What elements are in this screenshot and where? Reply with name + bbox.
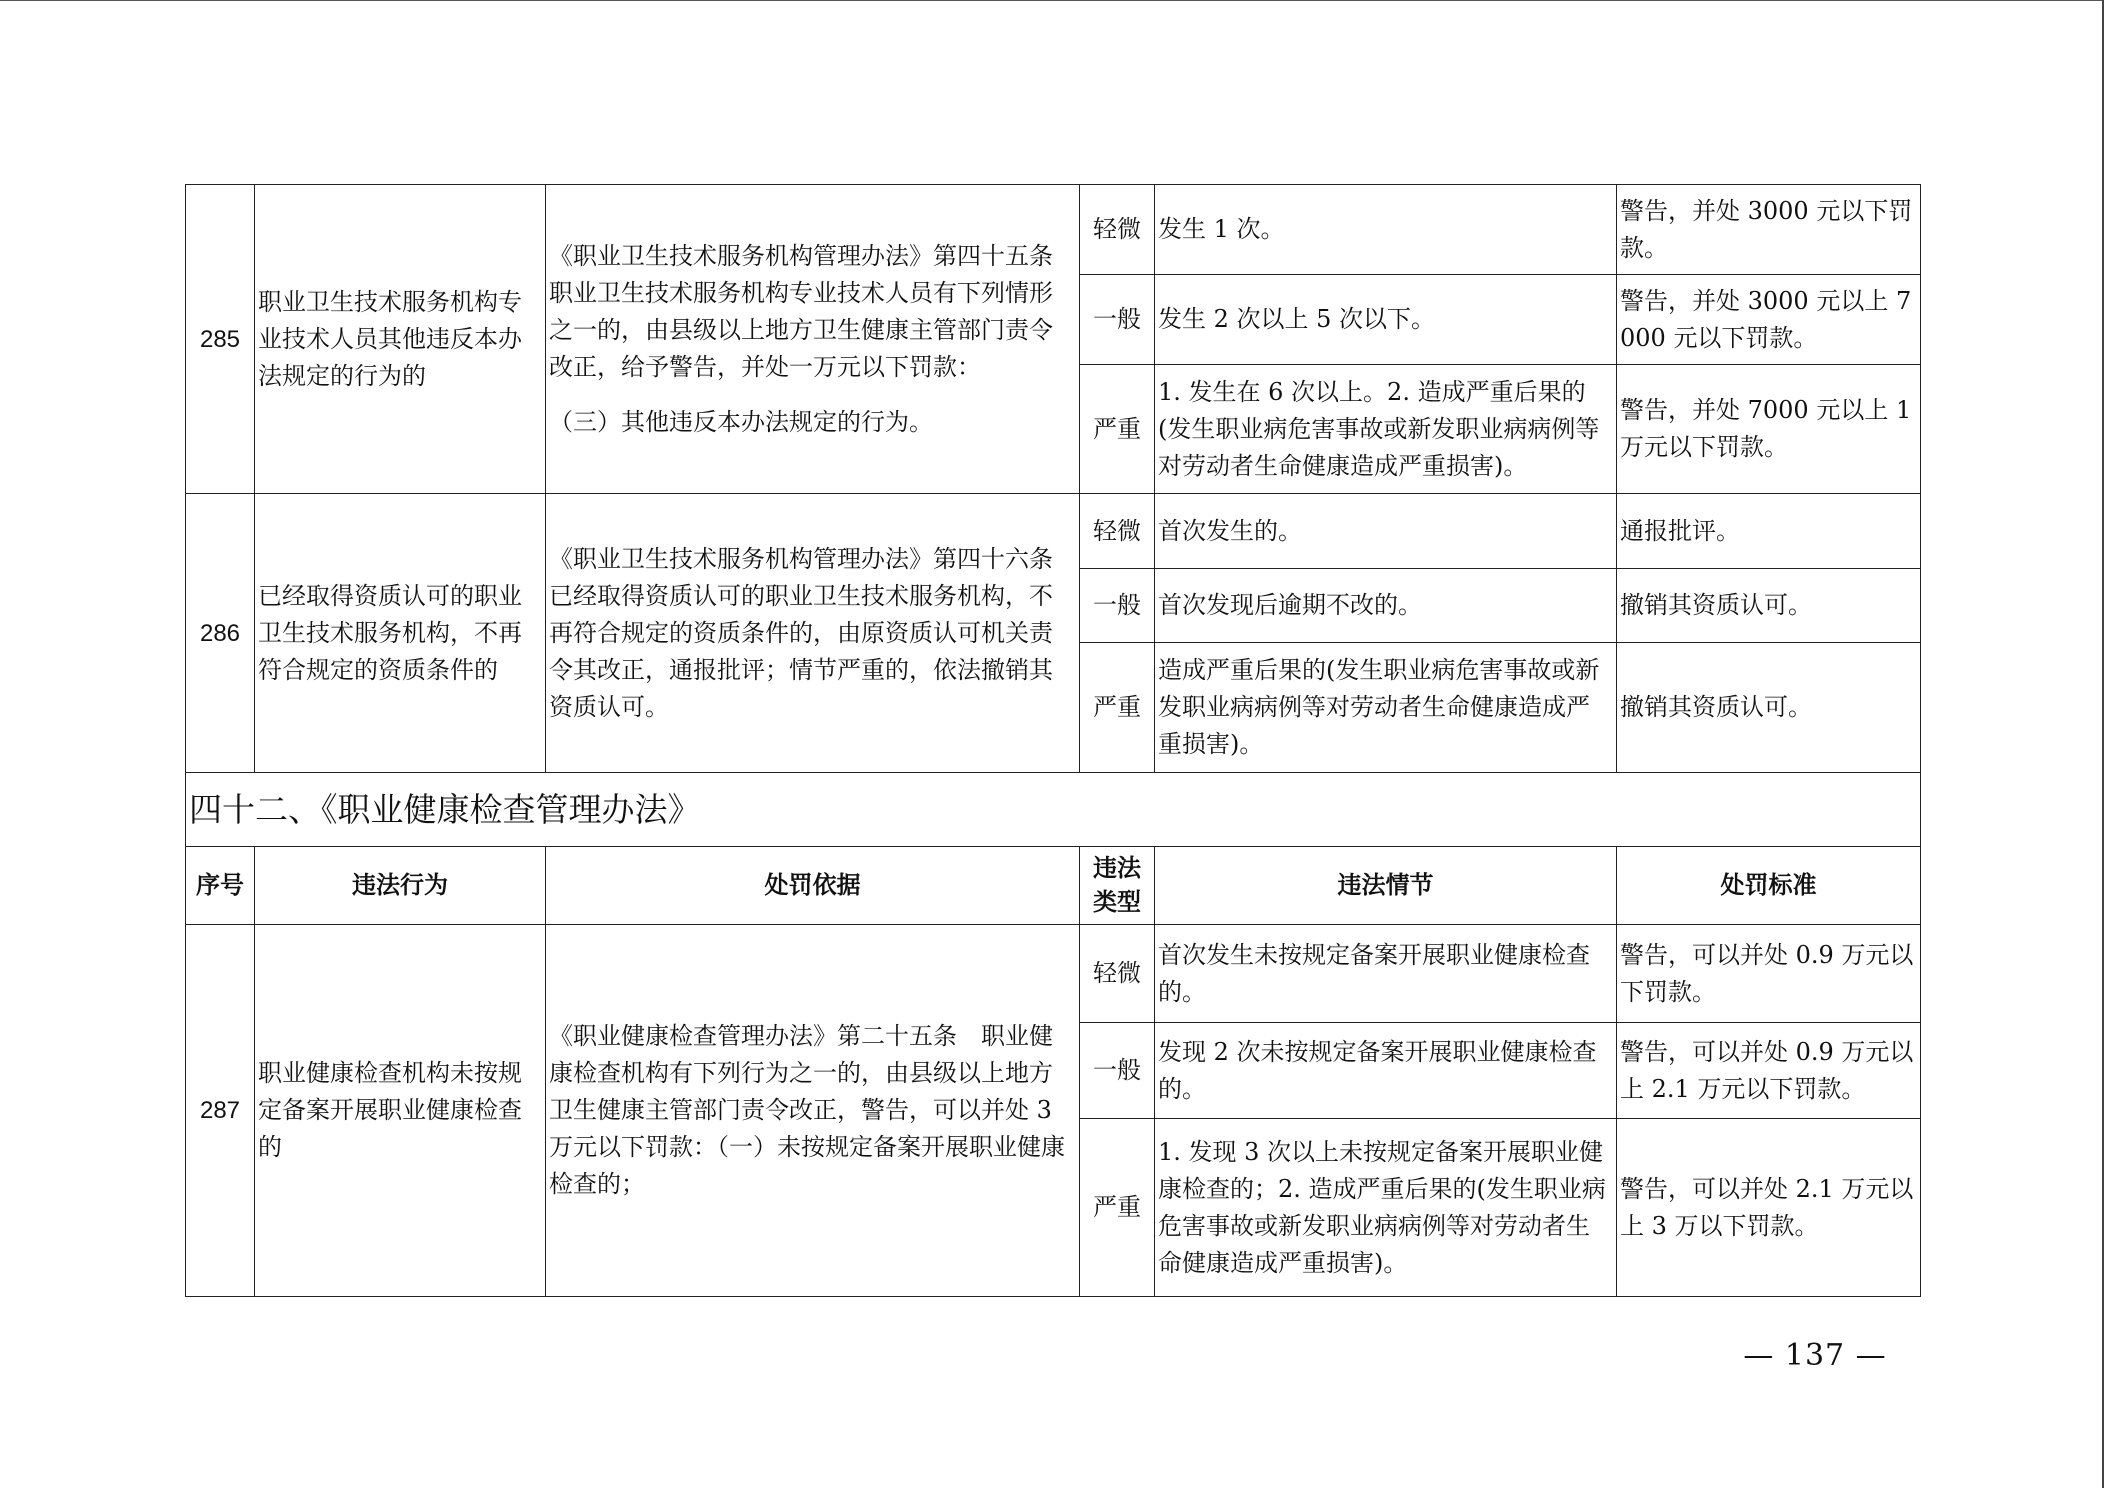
header-number: 序号	[186, 847, 255, 925]
penalty-standard: 通报批评。	[1617, 494, 1921, 569]
violation-plot: 首次发现后逾期不改的。	[1155, 569, 1617, 643]
violation-type: 轻微	[1080, 185, 1155, 275]
penalty-basis	[546, 185, 1080, 494]
penalty-standard: 撤销其资质认可。	[1617, 643, 1921, 773]
violation-plot: 1. 发生在 6 次以上。2. 造成严重后果的(发生职业病危害事故或新发职业病病例等对劳动者生命健康造成严重损害)。	[1155, 365, 1617, 494]
violation-type: 严重	[1080, 1119, 1155, 1297]
penalty-basis-text: 《职业卫生技术服务机构管理办法》第四十五条职业卫生技术服务机构专业技术人员有下列情形之一的，由县级以上地方卫生健康主管部门责令改正，给予警告，并处一万元以下罚款：	[549, 241, 1053, 381]
violation-plot: 首次发生未按规定备案开展职业健康检查的。	[1155, 925, 1617, 1023]
penalty-standard: 警告，并处 7000 元以上 1 万元以下罚款。	[1617, 365, 1921, 494]
penalty-standard: 警告，并处 3000 元以上 7000 元以下罚款。	[1617, 275, 1921, 365]
penalty-basis: 《职业卫生技术服务机构管理办法》第四十六条已经取得资质认可的职业卫生技术服务机构，不再符合规定的资质条件的，由原资质认可机关责令其改正，通报批评；情节严重的，依法撤销其资质认可。	[546, 494, 1080, 773]
violation-behavior: 职业健康检查机构未按规定备案开展职业健康检查的	[255, 925, 546, 1297]
violation-type: 严重	[1080, 365, 1155, 494]
header-type: 违法类型	[1080, 847, 1155, 925]
penalty-basis: 《职业健康检查管理办法》第二十五条 职业健康检查机构有下列行为之一的，由县级以上地方卫生健康主管部门责令改正，警告，可以并处 3 万元以下罚款：（一）未按规定备案开展职业健康检查的；	[546, 925, 1080, 1297]
penalty-basis-item: （三）其他违反本办法规定的行为。	[549, 407, 933, 436]
penalty-standard: 撤销其资质认可。	[1617, 569, 1921, 643]
violation-plot: 发生 2 次以上 5 次以下。	[1155, 275, 1617, 365]
page-number: — 137 —	[1743, 1338, 1887, 1373]
header-plot: 违法情节	[1155, 847, 1617, 925]
header-basis: 处罚依据	[546, 847, 1080, 925]
violation-type: 轻微	[1080, 494, 1155, 569]
violation-type: 一般	[1080, 275, 1155, 365]
table-row	[186, 185, 1921, 275]
header-row	[186, 847, 1921, 925]
row-number: 287	[186, 925, 255, 1297]
table-row	[186, 494, 1921, 569]
violation-type: 一般	[1080, 569, 1155, 643]
header-behavior: 违法行为	[255, 847, 546, 925]
violation-plot: 造成严重后果的(发生职业病危害事故或新发职业病病例等对劳动者生命健康造成严重损害)。	[1155, 643, 1617, 773]
violation-behavior: 职业卫生技术服务机构专业技术人员其他违反本办法规定的行为的	[255, 185, 546, 494]
violation-plot: 发现 2 次未按规定备案开展职业健康检查的。	[1155, 1023, 1617, 1119]
violation-behavior: 已经取得资质认可的职业卫生技术服务机构，不再符合规定的资质条件的	[255, 494, 546, 773]
table-row	[186, 925, 1921, 1023]
penalty-standard: 警告，可以并处 0.9 万元以上 2.1 万元以下罚款。	[1617, 1023, 1921, 1119]
violation-plot: 发生 1 次。	[1155, 185, 1617, 275]
header-standard: 处罚标准	[1617, 847, 1921, 925]
section-row	[186, 773, 1921, 847]
section-title: 四十二、《职业健康检查管理办法》	[186, 773, 1921, 847]
top-border-line	[0, 0, 2104, 1]
violation-type: 一般	[1080, 1023, 1155, 1119]
violation-plot: 1. 发现 3 次以上未按规定备案开展职业健康检查的；2. 造成严重后果的(发生职业病危害事故或新发职业病病例等对劳动者生命健康造成严重损害)。	[1155, 1119, 1617, 1297]
violation-type: 轻微	[1080, 925, 1155, 1023]
row-number: 285	[186, 185, 255, 494]
violation-plot: 首次发生的。	[1155, 494, 1617, 569]
row-number: 286	[186, 494, 255, 773]
violation-type: 严重	[1080, 643, 1155, 773]
penalty-standard: 警告，可以并处 2.1 万元以上 3 万以下罚款。	[1617, 1119, 1921, 1297]
penalty-standard: 警告，可以并处 0.9 万元以下罚款。	[1617, 925, 1921, 1023]
penalty-table	[185, 184, 1921, 1297]
penalty-standard: 警告，并处 3000 元以下罚款。	[1617, 185, 1921, 275]
